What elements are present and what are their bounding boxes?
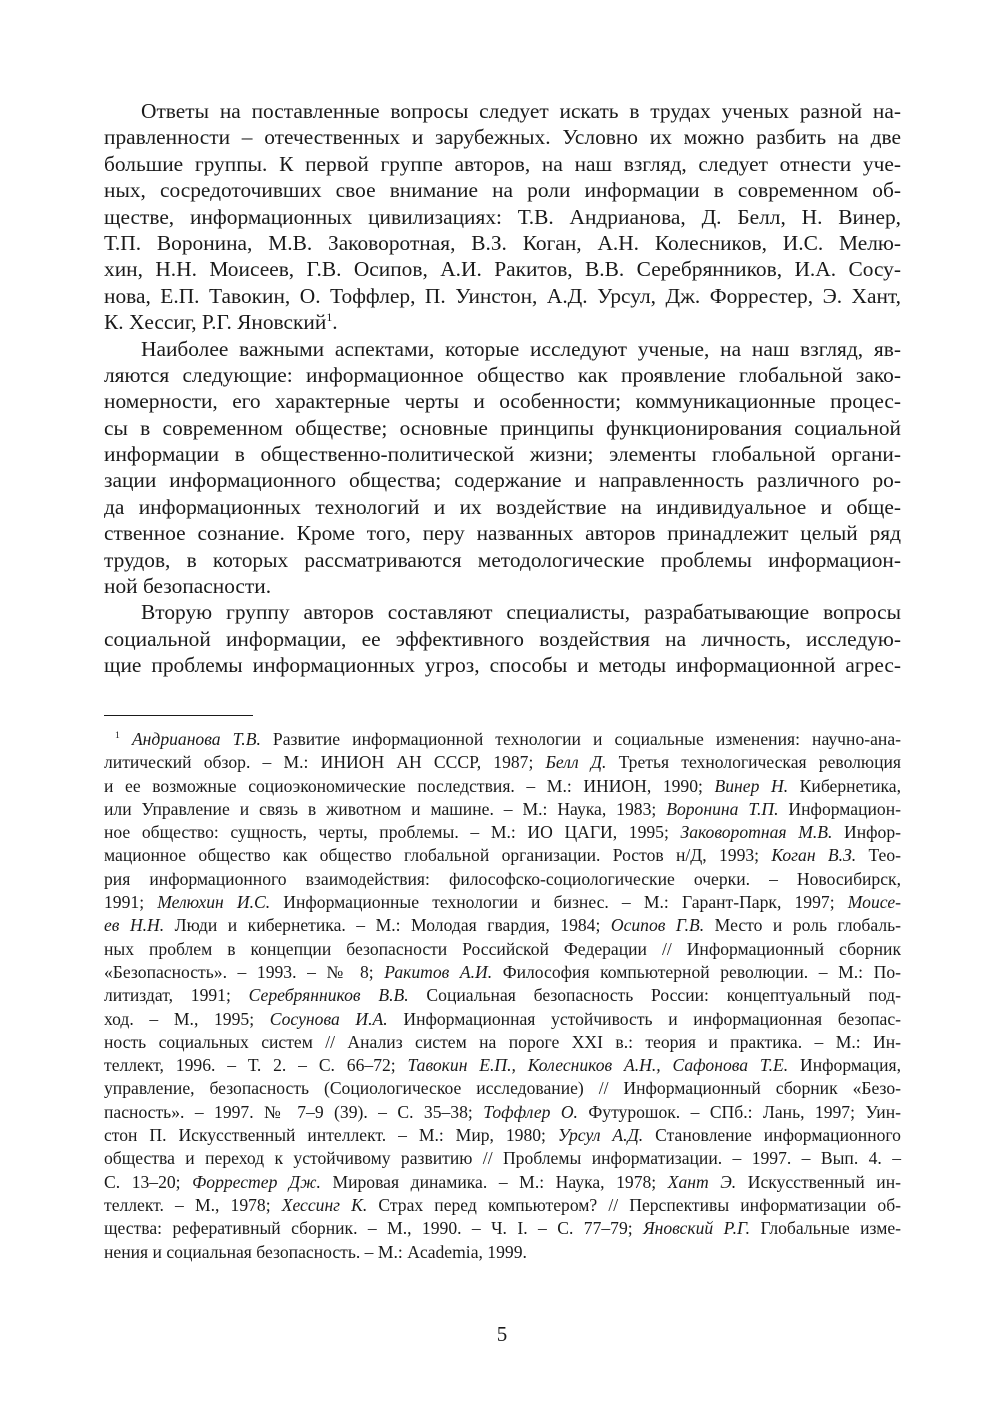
citation-text: Футурошок. – СПб.: Лань, 1997; Уин- bbox=[577, 1101, 901, 1122]
footnote-line bbox=[104, 798, 901, 821]
author-name: Осипов Г.В. bbox=[610, 915, 705, 936]
citation-text: Тео- bbox=[856, 845, 901, 866]
text-fragment: . bbox=[332, 310, 338, 335]
author-name: Форрестер Дж. bbox=[192, 1171, 321, 1192]
text-line: нова, Е.П. Тавокин, О. Тоффлер, П. Уинстон, А.Д. Урсул, Дж. Форрестер, Э. Хант, bbox=[104, 283, 901, 308]
text-line: Ответы на поставленные вопросы следует искать в трудах ученых разной на- bbox=[141, 99, 901, 123]
footnote-line bbox=[104, 961, 901, 984]
footnote-line bbox=[104, 938, 901, 961]
footnote-line bbox=[104, 1101, 901, 1124]
author-name: Мелюхин И.С. bbox=[157, 892, 271, 913]
author-name: Яновский Р.Г. bbox=[643, 1218, 751, 1239]
footnote-line bbox=[104, 1171, 901, 1194]
citation-text: Люди и кибернетика. – М.: Молодая гвардия, 1984; bbox=[164, 915, 611, 936]
citation-text: нения и социальная безопасность. – М.: Academia, 1999. bbox=[104, 1241, 527, 1262]
paragraph-2 bbox=[104, 336, 901, 600]
author-name: Тавокин Е.П., Колесников А.Н., Сафонова Т.Е. bbox=[407, 1055, 789, 1076]
citation-text: Мировая динамика. – М.: Наука, 1978; bbox=[320, 1171, 668, 1192]
text-line: трудов, в которых рассматриваются методологические проблемы информацион- bbox=[104, 547, 901, 572]
citation-text: теллект. – М., 1978; bbox=[104, 1194, 282, 1215]
citation-text: управление, безопасность (Социологическое исследование) // Информационный сборник «Безо- bbox=[104, 1078, 901, 1099]
text-line: информации в общественно-политической жизни; элементы глобальной органи- bbox=[104, 442, 901, 467]
footnote-reference: 1 bbox=[326, 311, 333, 324]
paragraph-3 bbox=[104, 599, 901, 678]
footnote-line bbox=[104, 775, 901, 798]
footnote-line bbox=[104, 751, 901, 774]
text-line: хин, Н.Н. Моисеев, Г.В. Осипов, А.И. Ракитов, В.В. Серебрянников, И.А. Сосу- bbox=[104, 257, 901, 282]
author-name: Белл Д. bbox=[545, 752, 607, 773]
footnote-line bbox=[104, 891, 901, 914]
text-line: да информационных технологий и их воздействие на индивидуальное и обще- bbox=[104, 494, 901, 519]
text-line: Т.П. Воронина, М.В. Заковоротная, В.З. Коган, А.Н. Колесников, И.С. Мелю- bbox=[104, 230, 901, 255]
footnote-line bbox=[104, 1241, 901, 1264]
text-line: ных, сосредоточивших свое внимание на роли информации в современном об- bbox=[104, 178, 901, 203]
text-line: сы в современном обществе; основные принципы функционирования социальной bbox=[104, 415, 901, 440]
text-fragment: К. Хессиг, Р.Г. Яновский bbox=[104, 310, 327, 335]
footnote-line bbox=[104, 868, 901, 891]
author-name: Заковоротная М.В. bbox=[680, 822, 833, 843]
citation-text: или Управление и связь в животном и машине. – М.: Наука, 1983; bbox=[104, 798, 667, 819]
text-line: Вторую группу авторов составляют специалисты, разрабатывающие вопросы bbox=[141, 600, 901, 625]
citation-text: мационное общество как общество глобальной организации. Ростов н/Д, 1993; bbox=[104, 845, 772, 866]
author-name: Хессинг К. bbox=[281, 1194, 368, 1215]
footnote-line bbox=[104, 728, 901, 751]
citation-text: стон П. Искусственный интеллект. – М.: Мир, 1980; bbox=[104, 1125, 558, 1146]
footnote-line bbox=[104, 821, 901, 844]
citation-text: 1991; bbox=[104, 892, 158, 913]
footnote-line bbox=[104, 844, 901, 867]
footnote-line bbox=[104, 1008, 901, 1031]
citation-text: Информационные технологии и бизнес. – М.: Гарант-Парк, 1997; bbox=[270, 892, 848, 913]
citation-text: пасность». – 1997. № 7–9 (39). – С. 35–38; bbox=[104, 1101, 484, 1122]
author-name: Урсул А.Д. bbox=[557, 1125, 644, 1146]
citation-text: ход. – М., 1995; bbox=[104, 1008, 270, 1029]
citation-text: общества и переход к устойчивому развитию // Проблемы информатизации. – 1997. – Вып. 4. – bbox=[104, 1148, 901, 1169]
citation-text: Становление информационного bbox=[643, 1125, 901, 1146]
citation-text: Кибернетика, bbox=[788, 775, 901, 796]
citation-text: Развитие информационной технологии и социальные изменения: научно-ана- bbox=[260, 729, 901, 749]
footnote-line bbox=[104, 1031, 901, 1054]
footnote-line bbox=[104, 1054, 901, 1077]
citation-text: литический обзор. – М.: ИНИОН АН СССР, 1987; bbox=[104, 752, 546, 773]
citation-text: «Безопасность». – 1993. – № 8; bbox=[104, 961, 385, 982]
author-name: ев Н.Н. bbox=[104, 915, 165, 936]
author-name: Коган В.З. bbox=[771, 845, 857, 866]
citation-text: Философия компьютерной революции. – М.: По- bbox=[492, 961, 901, 982]
text-line: ществе, информационных цивилизациях: Т.В. Андрианова, Д. Белл, Н. Винер, bbox=[104, 204, 901, 229]
citation-text: С. 13–20; bbox=[104, 1171, 193, 1192]
citation-text: Информация, bbox=[788, 1055, 902, 1076]
citation-text: теллект, 1996. – Т. 2. – С. 66–72; bbox=[104, 1055, 408, 1076]
citation-text: литиздат, 1991; bbox=[104, 985, 249, 1006]
footnote-line bbox=[104, 1217, 901, 1240]
text-line: щие проблемы информационных угроз, способы и методы информационной агрес- bbox=[104, 653, 901, 678]
citation-text: щества: реферативный сборник. – М., 1990. – Ч. I. – С. 77–79; bbox=[104, 1218, 644, 1239]
citation-text: ное общество: сущность, черты, проблемы. – М.: ИО ЦАГИ, 1995; bbox=[104, 822, 681, 843]
text-line bbox=[104, 309, 901, 335]
author-name: Хант Э. bbox=[667, 1171, 737, 1192]
citation-text: рия информационного взаимодействия: философско-социологические очерки. – Новосибирск, bbox=[104, 868, 901, 889]
text-line: большие группы. К первой группе авторов, на наш взгляд, следует отнести уче- bbox=[104, 151, 901, 176]
footnotes bbox=[104, 728, 901, 1264]
footnote-line bbox=[104, 914, 901, 937]
author-name: Тоффлер О. bbox=[483, 1101, 578, 1122]
text-line: номерности, его характерные черты и особенности; коммуникационные процес- bbox=[104, 389, 901, 414]
citation-text: Информацион- bbox=[778, 798, 901, 819]
body-text bbox=[104, 98, 901, 679]
footnote-separator bbox=[104, 715, 253, 716]
author-name: Воронина Т.П. bbox=[666, 798, 779, 819]
text-line: социальной информации, ее эффективного воздействия на личность, исследую- bbox=[104, 626, 901, 651]
text-line: ляются следующие: информационное общество как проявление глобальной зако- bbox=[104, 362, 901, 387]
citation-text: Социальная безопасность России: концептуальный под- bbox=[408, 985, 901, 1006]
text-line: ной безопасности. bbox=[104, 574, 272, 599]
citation-text: Глобальные изме- bbox=[750, 1218, 901, 1239]
footnote-line bbox=[104, 1194, 901, 1217]
text-line: зации информационного общества; содержание и направленность различного ро- bbox=[104, 468, 901, 493]
footnote-line bbox=[104, 1077, 901, 1100]
author-name: Сосунова И.А. bbox=[269, 1008, 388, 1029]
citation-text: Место и роль глобаль- bbox=[704, 915, 901, 936]
citation-text: ных проблем в концепции безопасности Российской Федерации // Информационный сборник bbox=[104, 938, 901, 959]
author-name: Ракитов А.И. bbox=[384, 961, 493, 982]
citation-text: ность социальных систем // Анализ систем на пороге XXI в.: теория и практика. – М.: Ин- bbox=[104, 1031, 901, 1052]
citation-text: Искусственный ин- bbox=[736, 1171, 902, 1192]
citation-text: Третья технологическая революция bbox=[606, 752, 901, 773]
citation-text: Инфор- bbox=[832, 822, 901, 843]
footnote-line bbox=[104, 1147, 901, 1170]
footnote-line bbox=[104, 984, 901, 1007]
footnote-number: 1 bbox=[115, 730, 120, 742]
page-number: 5 bbox=[496, 1322, 508, 1346]
text-line: правленности – отечественных и зарубежных. Условно их можно разбить на две bbox=[104, 125, 901, 150]
footnote-line bbox=[104, 1124, 901, 1147]
citation-text: Страх перед компьютером? // Перспективы информатизации об- bbox=[367, 1194, 902, 1215]
citation-text: и ее возможные социоэкономические последствия. – М.: ИНИОН, 1990; bbox=[104, 775, 715, 796]
citation-text: Информационная устойчивость и информационная безопас- bbox=[387, 1008, 901, 1029]
author-name: Винер Н. bbox=[714, 775, 789, 796]
author-name: Андрианова Т.В. bbox=[131, 729, 261, 749]
author-name: Серебрянников В.В. bbox=[248, 985, 409, 1006]
paragraph-1 bbox=[104, 98, 901, 336]
text-line: ственное сознание. Кроме того, перу названных авторов принадлежит целый ряд bbox=[104, 521, 901, 546]
text-line: Наиболее важными аспектами, которые исследуют ученые, на наш взгляд, яв- bbox=[141, 336, 901, 361]
author-name: Моисе- bbox=[847, 892, 901, 913]
